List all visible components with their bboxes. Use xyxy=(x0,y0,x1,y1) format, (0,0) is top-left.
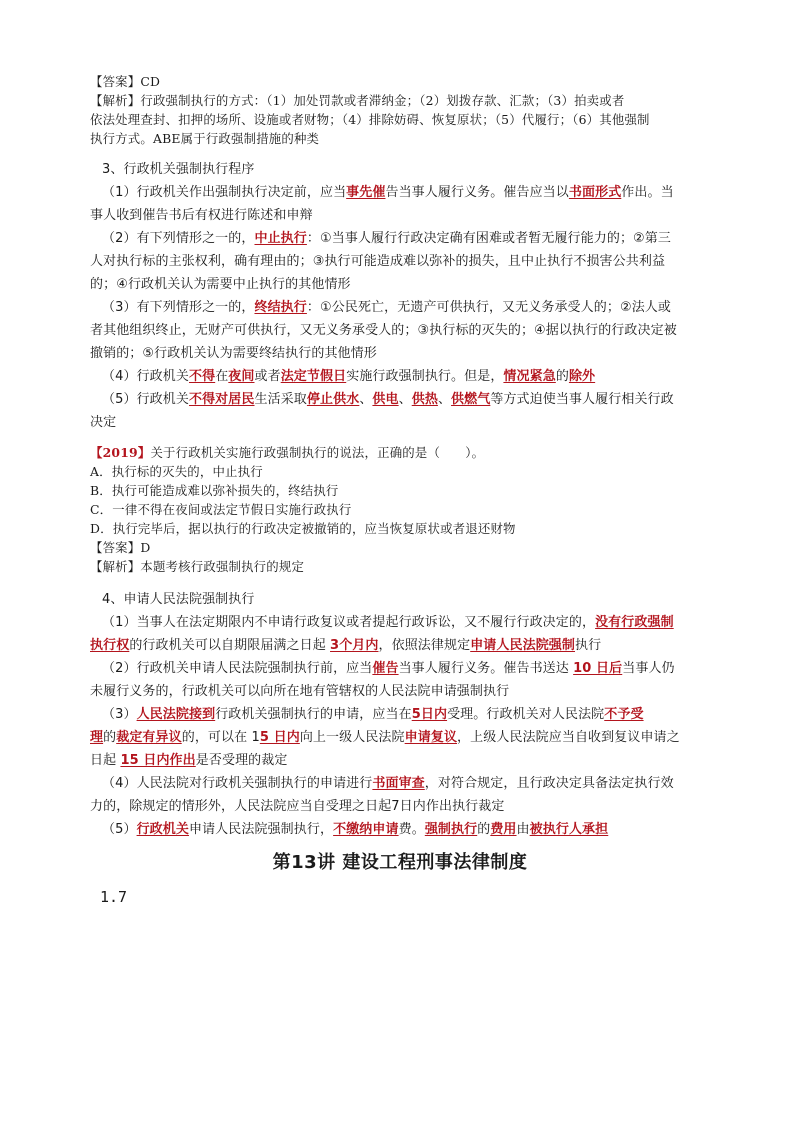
q1-block xyxy=(90,72,740,148)
sec3-para-1: （1）行政机关作出强制执行决定前，应当事先催告当事人履行义务。催告应当以书面形式作出。当 xyxy=(102,185,674,200)
sec4-para-2-cont: 未履行义务的，行政机关可以向所在地有管辖权的人民法院申请强制执行 xyxy=(90,684,510,699)
q2-analysis: 【解析】本题考核行政强制执行的规定 xyxy=(90,559,305,574)
section-4-heading: 4、申请人民法院强制执行 xyxy=(102,592,255,607)
q2-option-b: B．执行可能造成难以弥补损失的，终结执行 xyxy=(90,483,339,498)
q2-block xyxy=(90,443,740,576)
q1-answer: 【答案】CD xyxy=(90,74,161,89)
sec4-para-4: （4）人民法院对行政机关强制执行的申请进行书面审查，对符合规定，且行政决定具备法定执行效 xyxy=(102,776,674,791)
sec4-para-3: （3）人民法院接到行政机关强制执行的申请，应当在5日内受理。行政机关对人民法院不予受 xyxy=(102,707,644,722)
sec3-para-4: （4）行政机关不得在夜间或者法定节假日实施行政强制执行。但是，情况紧急的除外 xyxy=(102,369,596,384)
sec3-para-2-cont: 人对执行标的主张权利，确有理由的；③执行可能造成难以弥补的损失，且中止执行不损害公共利益 xyxy=(90,254,666,269)
sec4-para-3-cont: 理的裁定有异议的，可以在 15 日内向上一级人民法院申请复议，上级人民法院应当自收到复议申请之 xyxy=(90,730,680,745)
q1-analysis-line-2: 依法处理查封、扣押的场所、设施或者财物；（4）排除妨碍、恢复原状；（5）代履行；（6）其他强制 xyxy=(90,112,650,127)
sec3-para-3: （3）有下列情形之一的，终结执行：①公民死亡，无遗产可供执行，又无义务承受人的；②法人或 xyxy=(102,300,671,315)
sec3-para-5: （5）行政机关不得对居民生活采取停止供水、供电、供热、供燃气等方式迫使当事人履行相关行政 xyxy=(102,392,674,407)
q2-year: 【2019】 xyxy=(90,445,151,460)
sec3-para-1-cont: 事人收到催告书后有权进行陈述和申辩 xyxy=(90,208,313,223)
sec4-para-5: （5）行政机关申请人民法院强制执行，不缴纳申请费。强制执行的费用由被执行人承担 xyxy=(102,822,609,837)
q1-analysis-line-3: 执行方式。ABE属于行政强制措施的种类 xyxy=(90,131,320,146)
q2-answer: 【答案】D xyxy=(90,540,151,555)
chapter-title: 第13讲 建设工程刑事法律制度 xyxy=(272,852,528,873)
q2-option-c: C．一律不得在夜间或法定节假日实施行政执行 xyxy=(90,502,352,517)
sec3-para-3-cont: 者其他组织终止，无财产可供执行，又无义务承受人的；③执行标的灭失的；④据以执行的行政决定被 xyxy=(90,323,677,338)
page-number: 1.7 xyxy=(100,888,128,906)
q2-stem: 【2019】关于行政机关实施行政强制执行的说法，正确的是（ ）。 xyxy=(90,445,485,460)
sec4-para-4-cont: 力的，除规定的情形外，人民法院应当自受理之日起7日内作出执行裁定 xyxy=(90,799,505,814)
sec3-para-3-cont2: 撤销的；⑤行政机关认为需要终结执行的其他情形 xyxy=(90,346,377,361)
sec3-para-5-cont: 决定 xyxy=(90,415,117,430)
q1-analysis-line-1: 【解析】行政强制执行的方式：（1）加处罚款或者滞纳金；（2）划拨存款、汇款；（3）拍卖或者 xyxy=(90,93,625,108)
sec4-para-3-cont2: 日起 15 日内作出是否受理的裁定 xyxy=(90,753,288,768)
q2-option-a: A．执行标的灭失的，中止执行 xyxy=(90,464,263,479)
section-4 xyxy=(90,588,740,841)
q2-option-d: D．执行完毕后，据以执行的行政决定被撤销的，应当恢复原状或者退还财物 xyxy=(90,521,516,536)
sec4-para-2: （2）行政机关申请人民法院强制执行前，应当催告当事人履行义务。催告书送达 10 日后当事人仍 xyxy=(102,661,675,676)
section-3 xyxy=(90,158,740,434)
sec4-para-1-cont: 执行权的行政机关可以自期限届满之日起 3个月内，依照法律规定申请人民法院强制执行 xyxy=(90,638,602,653)
section-3-heading: 3、行政机关强制执行程序 xyxy=(102,162,255,177)
sec3-para-2: （2）有下列情形之一的，中止执行：①当事人履行行政决定确有困难或者暂无履行能力的；②第三 xyxy=(102,231,671,246)
sec4-para-1: （1）当事人在法定期限内不申请行政复议或者提起行政诉讼，又不履行行政决定的，没有行政强制 xyxy=(102,615,674,630)
sec3-para-2-cont2: 的；④行政机关认为需要中止执行的其他情形 xyxy=(90,277,351,292)
